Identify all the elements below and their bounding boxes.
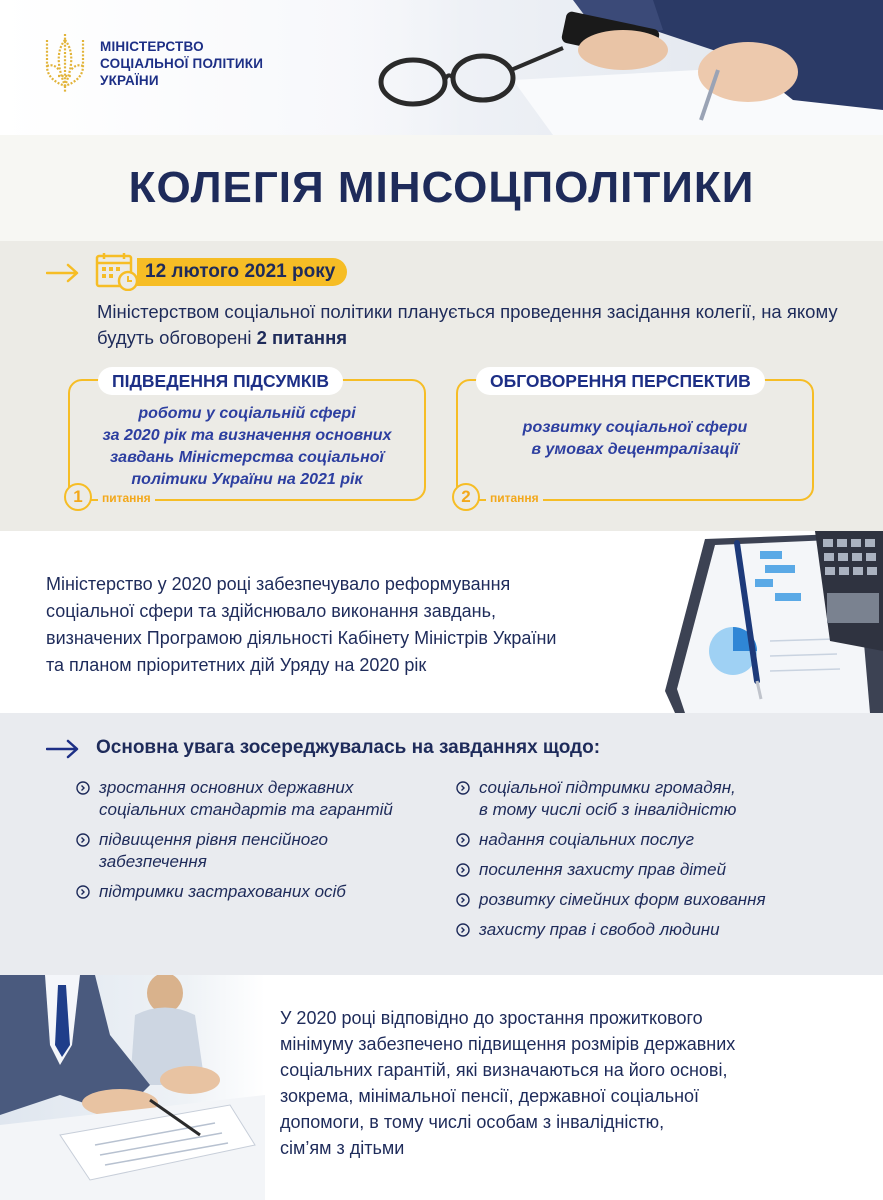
list-item: [456, 829, 876, 851]
question-1-line: політики України на 2021 рік: [131, 471, 363, 488]
list-item-text: зростання основних державних: [99, 778, 354, 797]
documents-calculator-photo: [665, 531, 883, 713]
list-item-text: соціальної підтримки громадян,: [479, 778, 736, 797]
arrow-right-icon: [46, 739, 80, 759]
guarantees-line: сім’ям з дітьми: [280, 1138, 405, 1158]
list-item: [456, 919, 876, 941]
guarantees-line: У 2020 році відповідно до зростання прожиткового: [280, 1008, 703, 1028]
chevron-circle-icon: [456, 833, 470, 847]
guarantees-text: [280, 1005, 860, 1161]
ministry-work-line: визначених Програмою діяльності Кабінету Міністрів України: [46, 628, 557, 648]
list-item: [456, 889, 876, 911]
arrow-right-icon: [46, 263, 80, 283]
focus-section: [0, 713, 883, 975]
list-item: [456, 777, 876, 821]
office-workers-photo: [0, 975, 265, 1200]
list-item-text: підтримки застрахованих осіб: [99, 882, 346, 901]
list-item-text: в тому числі осіб з інвалідністю: [479, 800, 737, 819]
question-2-number: 2: [452, 483, 480, 511]
question-card-2: [456, 371, 814, 506]
list-item: [76, 829, 436, 873]
calendar-icon: [95, 251, 139, 291]
question-2-label: питання: [486, 491, 543, 505]
trident-emblem-icon: [42, 30, 88, 96]
ministry-work-line: та планом пріоритетних дій Уряду на 2020 рік: [46, 655, 427, 675]
chevron-circle-icon: [76, 885, 90, 899]
chevron-circle-icon: [456, 923, 470, 937]
list-item: [76, 777, 436, 821]
focus-heading: Основна увага зосереджувалась на завданнях щодо:: [96, 737, 601, 758]
question-card-1: [68, 371, 426, 506]
question-2-description: [458, 417, 812, 461]
list-item-text: забезпечення: [99, 852, 207, 871]
list-item: [76, 881, 436, 903]
header-photo-desk: [323, 0, 883, 135]
question-1-label: питання: [98, 491, 155, 505]
chevron-circle-icon: [456, 893, 470, 907]
header: [0, 0, 883, 135]
title-band: [0, 135, 883, 241]
list-item-text: розвитку сімейних форм виховання: [479, 890, 766, 909]
question-1-number: 1: [64, 483, 92, 511]
question-1-line: роботи у соціальній сфері: [138, 405, 356, 422]
ministry-work-line: соціальної сфери та здійснювало виконання завдань,: [46, 601, 496, 621]
logo-line-3: УКРАЇНИ: [100, 72, 159, 88]
list-item-text: надання соціальних послуг: [479, 830, 695, 849]
guarantees-line: зокрема, мінімальної пенсії, державної соціальної: [280, 1086, 700, 1106]
ministry-logo[interactable]: [42, 30, 263, 96]
question-2-title: ОБГОВОРЕННЯ ПЕРСПЕКТИВ: [476, 367, 765, 395]
list-item: [456, 859, 876, 881]
focus-list-left: [76, 777, 436, 911]
question-1-description: [70, 403, 424, 491]
logo-line-1: МІНІСТЕРСТВО: [100, 38, 204, 54]
page-title: КОЛЕГІЯ МІНСОЦПОЛІТИКИ: [128, 163, 755, 212]
focus-list-right: [456, 777, 876, 949]
question-2-line: в умовах децентралізації: [531, 441, 739, 458]
list-item-text: соціальних стандартів та гарантій: [99, 800, 393, 819]
chevron-circle-icon: [456, 781, 470, 795]
guarantees-line: соціальних гарантій, які визначаються на його основі,: [280, 1060, 728, 1080]
chevron-circle-icon: [76, 781, 90, 795]
list-item-text: захисту прав і свобод людини: [479, 920, 720, 939]
question-1-title: ПІДВЕДЕННЯ ПІДСУМКІВ: [98, 367, 343, 395]
meeting-date: 12 лютого 2021 року: [137, 258, 347, 286]
guarantees-line: мінімуму забезпечено підвищення розмірів державних: [280, 1034, 736, 1054]
list-item-text: посилення захисту прав дітей: [479, 860, 727, 879]
chevron-circle-icon: [456, 863, 470, 877]
question-1-line: за 2020 рік та визначення основних: [102, 427, 392, 444]
ministry-work-section: [0, 531, 883, 713]
question-2-line: розвитку соціальної сфери: [522, 419, 748, 436]
ministry-work-line: Міністерство у 2020 році забезпечувало реформування: [46, 574, 511, 594]
ministry-work-text: [46, 571, 666, 679]
guarantees-section: [0, 975, 883, 1200]
meeting-intro-text: Міністерством соціальної політики планується проведення засідання колегії, на якому будуть обговорені: [97, 301, 838, 348]
question-1-line: завдань Міністерства соціальної: [110, 449, 384, 466]
meeting-section: [0, 241, 883, 531]
meeting-intro: [97, 299, 857, 351]
chevron-circle-icon: [76, 833, 90, 847]
guarantees-line: допомоги, в тому числі особам з інвалідністю,: [280, 1112, 665, 1132]
logo-line-2: СОЦІАЛЬНОЇ ПОЛІТИКИ: [100, 55, 264, 71]
list-item-text: підвищення рівня пенсійного: [99, 830, 328, 849]
meeting-intro-count: 2 питання: [256, 327, 348, 348]
